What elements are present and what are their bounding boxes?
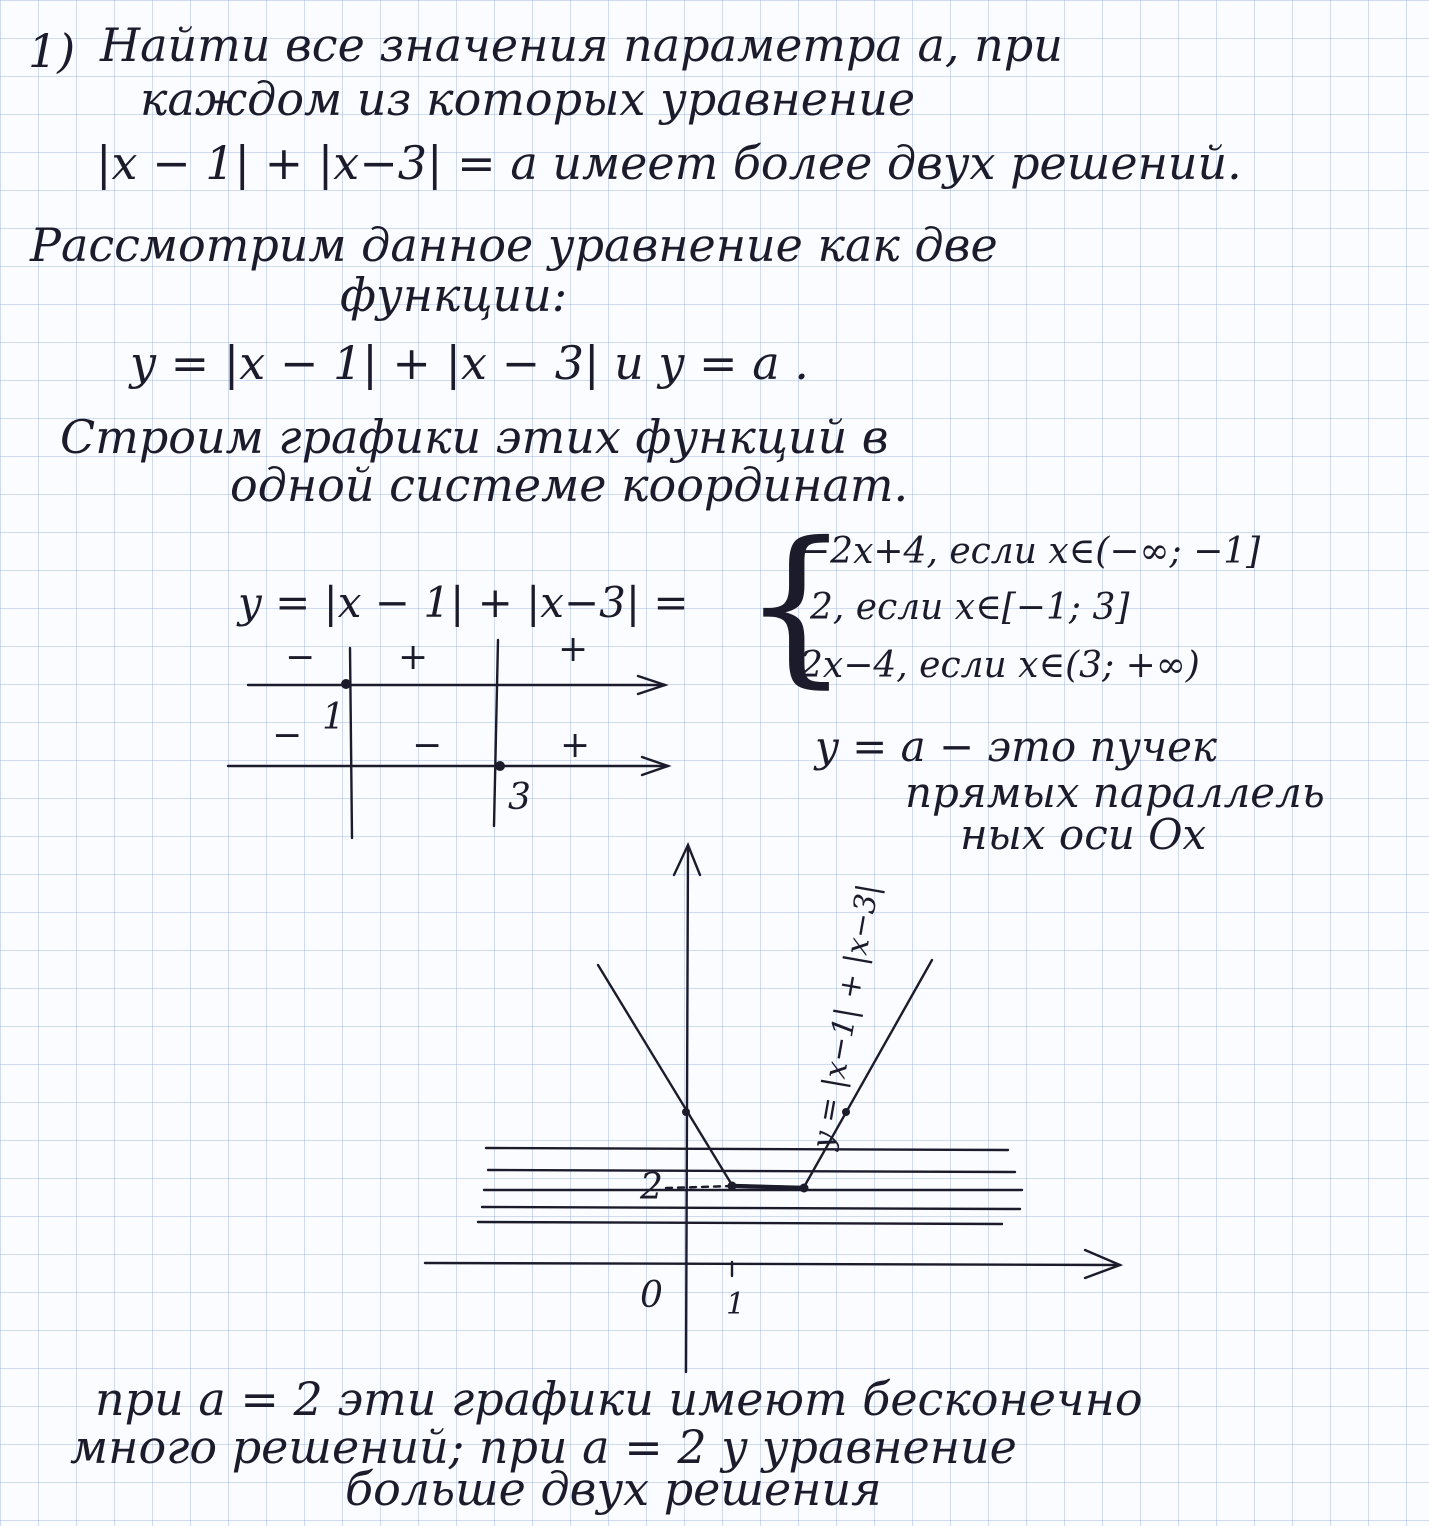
solution-line-2: функции: [340,268,568,322]
corner-point-right [800,1184,809,1193]
problem-line-1: Найти все значения параметра a, при [100,18,1063,72]
piecewise-case-3: 2x−4, если x∈(3; +∞) [800,645,1200,686]
conclusion-line-3: больше двух решения [345,1462,882,1516]
y-intercept-point [682,1108,690,1116]
y2-dash [666,1186,732,1188]
piecewise-lhs: y = |x − 1| + |x−3| = [238,578,689,627]
sign-r1-seg-2: + [398,637,429,678]
sign-r1-seg-3: + [558,629,589,670]
problem-number: 1) [28,24,76,78]
conclusion-line-2: много решений; при a = 2 y уравнение [70,1420,1017,1474]
curve-label: y = |x−1| + |x−3| [805,881,887,1152]
corner-point-left [728,1182,737,1191]
sign-r2-point: 3 [508,777,531,818]
solution-line-1: Рассмотрим данное уравнение как две [30,218,998,272]
note-line-3: ных оси Ox [960,810,1207,859]
sign-r2-seg-3: + [560,725,591,766]
sign-r2-seg-2: − [412,725,443,766]
problem-line-3: |x − 1| + |x−3| = a имеет более двух решений. [96,136,1242,190]
origin-label: 0 [640,1275,663,1316]
problem-line-2: каждом из которых уравнение [140,72,916,126]
solution-line-3: Строим графики этих функций в [60,410,889,464]
x-axis [425,1263,1120,1265]
piecewise-brace: { [742,506,851,704]
abs-sum-curve [598,960,932,1187]
sign-r1-point: 1 [322,697,345,738]
x-tick-label: 1 [726,1287,746,1322]
parallel-line-4 [482,1207,1020,1209]
piecewise-case-1: −2x+4, если x∈(−∞; −1] [800,531,1261,572]
sign-r2-seg-1: − [272,715,303,756]
y-tick-label: 2 [640,1167,663,1208]
note-line-2: прямых параллель [905,768,1325,817]
parallel-line-1 [486,1148,1008,1150]
parallel-line-2 [488,1170,1015,1172]
conclusion-line-1: при a = 2 эти графики имеют бесконечно [95,1372,1143,1426]
parallel-line-5 [478,1222,1002,1224]
sign-r1-seg-1: − [285,637,316,678]
flat-segment [732,1186,804,1188]
piecewise-case-2: 2, если x∈[−1; 3] [810,587,1130,628]
note-line-1: y = a − это пучек [815,722,1218,771]
functions-line: y = |x − 1| + |x − 3| и y = a . [130,336,809,390]
solution-line-4: одной системе координат. [230,458,909,512]
